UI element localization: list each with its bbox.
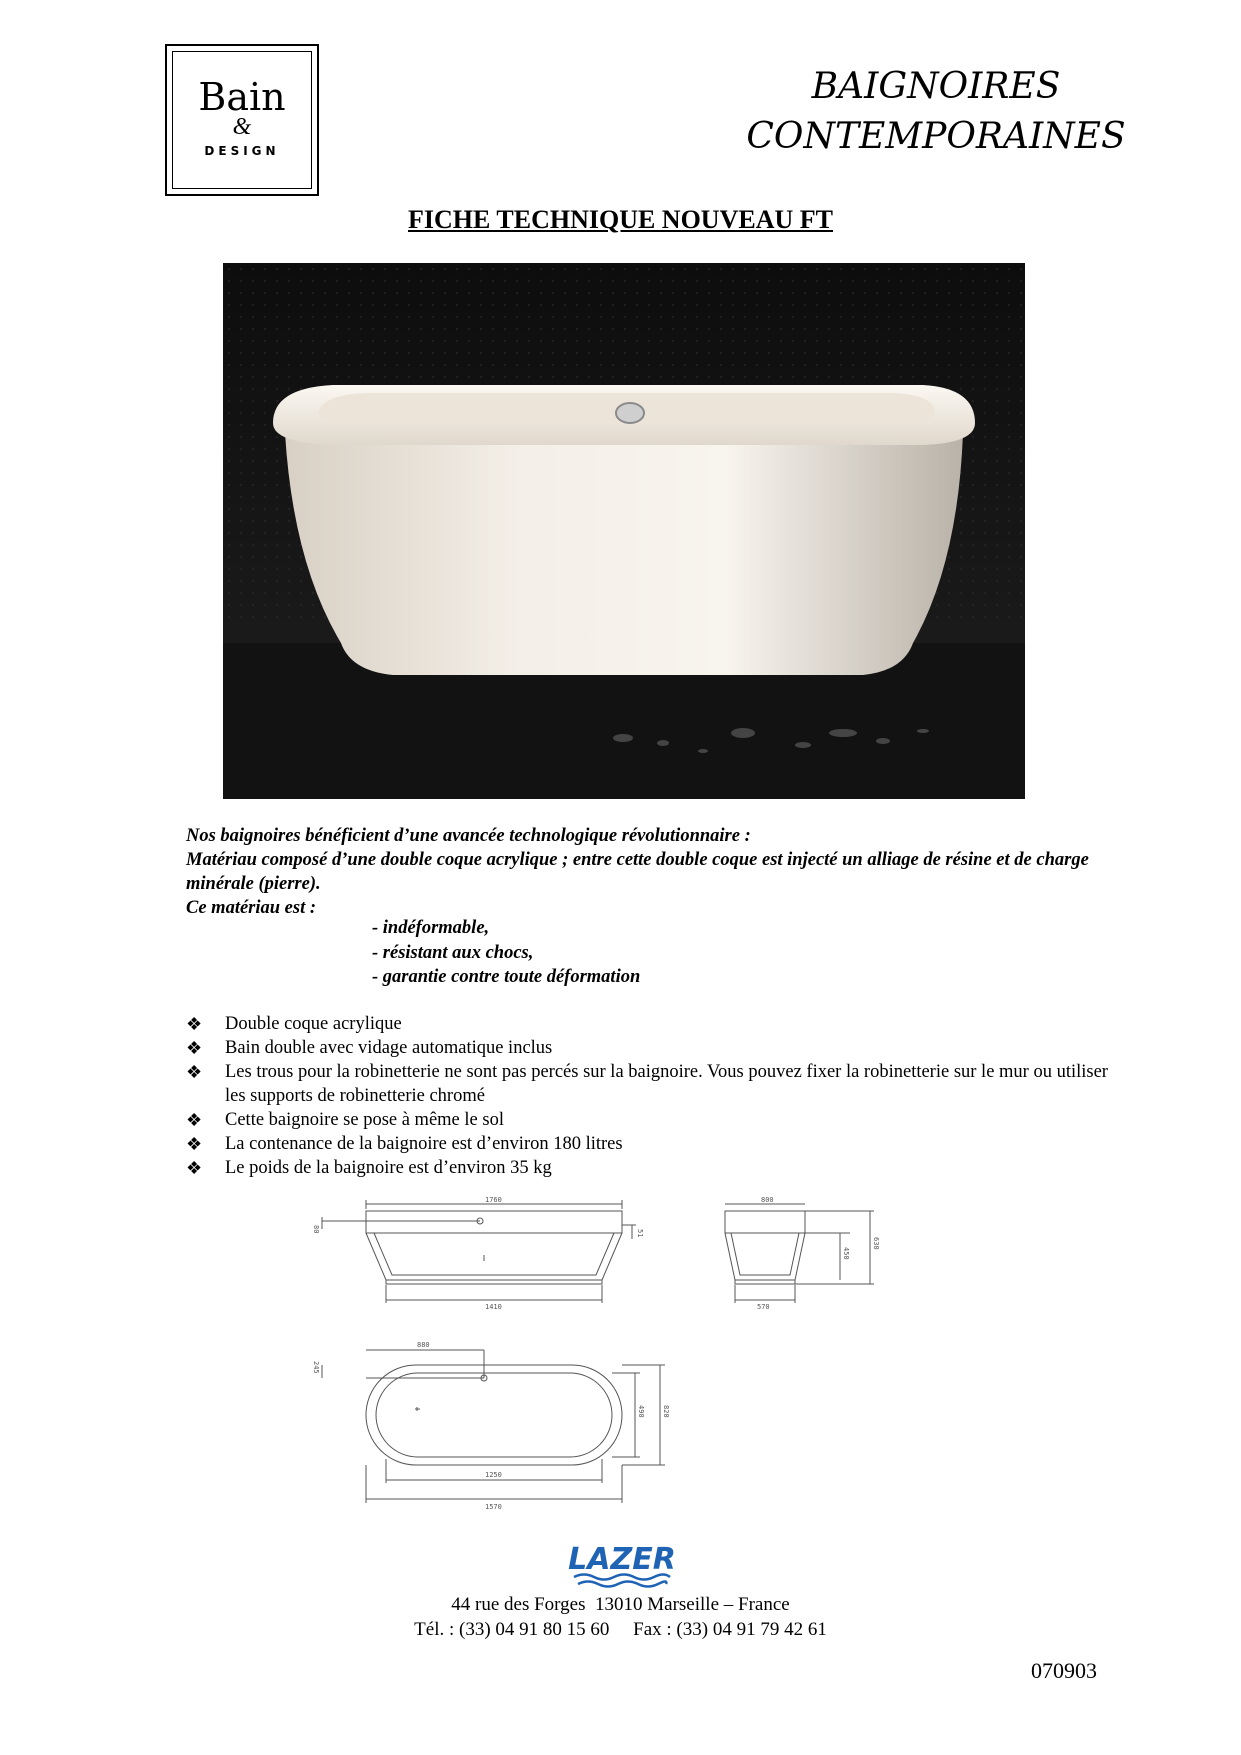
diamond-bullet-icon: ❖ <box>186 1158 203 1178</box>
diamond-bullet-icon: ❖ <box>186 1062 203 1082</box>
top-view-drawing <box>312 1341 670 1511</box>
company-address <box>0 1592 1241 1642</box>
diamond-bullet-icon: ❖ <box>186 1134 203 1154</box>
diamond-bullet-icon: ❖ <box>186 1014 203 1034</box>
feature-text: Cette baignoire se pose à même le sol <box>225 1110 504 1130</box>
feature-list <box>186 1012 1116 1180</box>
feature-item <box>186 1132 1116 1156</box>
material-properties <box>372 916 640 990</box>
diamond-bullet-icon: ❖ <box>186 1110 203 1130</box>
feature-item <box>186 1108 1116 1132</box>
bain-design-logo <box>165 44 319 196</box>
header-title <box>726 62 1146 162</box>
document-title: FICHE TECHNIQUE NOUVEAU FT <box>408 205 833 234</box>
dim-end-width: 800 <box>761 1196 774 1204</box>
dim-side-left: 80 <box>312 1225 320 1234</box>
intro-text <box>186 824 1116 920</box>
dim-side-base: 1410 <box>485 1303 502 1311</box>
technical-drawings <box>310 1195 920 1525</box>
dim-end-base: 570 <box>757 1303 770 1311</box>
lazer-logo-text: LAZER <box>568 1542 676 1577</box>
feature-item <box>186 1012 1116 1036</box>
dim-top-outer-length: 1570 <box>485 1503 502 1511</box>
feature-item <box>186 1060 1116 1108</box>
dim-top-left: 245 <box>312 1361 320 1374</box>
dim-top-inner-length: 1250 <box>485 1471 502 1479</box>
intro-line-2: Matériau composé d’une double coque acrylique ; entre cette double coque est injecté un alliage de résine et de charge minérale (pierre). <box>186 850 1089 894</box>
dim-top-inner-width: 490 <box>637 1405 645 1418</box>
dim-end-h1: 450 <box>842 1247 850 1260</box>
feature-text: Le poids de la baignoire est d’environ 35 kg <box>225 1158 552 1178</box>
property-item: - indéformable, <box>372 918 490 938</box>
end-view-drawing <box>725 1196 880 1311</box>
document-reference: 070903 <box>1031 1658 1097 1683</box>
dim-top-half: 880 <box>417 1341 430 1349</box>
dim-side-right: 51 <box>636 1229 644 1238</box>
feature-item <box>186 1036 1116 1060</box>
address-street: 44 rue des Forges 13010 Marseille – France <box>451 1594 790 1615</box>
feature-text: Double coque acrylique <box>225 1014 402 1034</box>
intro-line-3: Ce matériau est : <box>186 898 317 918</box>
logo-text-bain: Bain <box>198 75 286 119</box>
feature-text: La contenance de la baignoire est d’environ 180 litres <box>225 1134 623 1154</box>
intro-line-1: Nos baignoires bénéficient d’une avancée technologique révolutionnaire : <box>186 826 751 846</box>
diamond-bullet-icon: ❖ <box>186 1038 203 1058</box>
property-item: - résistant aux chocs, <box>372 942 534 963</box>
dim-end-h2: 630 <box>872 1237 880 1250</box>
side-view-drawing <box>312 1196 644 1311</box>
dim-side-length: 1760 <box>485 1196 502 1204</box>
property-item: - garantie contre toute déformation <box>372 967 641 987</box>
lazer-logo <box>562 1541 682 1591</box>
header-title-line2: CONTEMPORAINES <box>746 116 1126 157</box>
dim-top-outer-width: 820 <box>662 1405 670 1418</box>
address-phones: Tél. : (33) 04 91 80 15 60 Fax : (33) 04 91 79 42 61 <box>414 1619 827 1640</box>
logo-ampersand: & <box>232 114 252 140</box>
logo-text-design: DESIGN <box>204 144 280 158</box>
feature-text: Les trous pour la robinetterie ne sont pas percés sur la baignoire. Vous pouvez fixer la robinetterie sur le mur ou utiliser les supports de robinetterie chromé <box>225 1062 1108 1106</box>
feature-text: Bain double avec vidage automatique inclus <box>225 1038 553 1058</box>
feature-item <box>186 1156 1116 1180</box>
bathtub-photo <box>223 263 1025 799</box>
header-title-line1: BAIGNOIRES <box>811 66 1061 107</box>
